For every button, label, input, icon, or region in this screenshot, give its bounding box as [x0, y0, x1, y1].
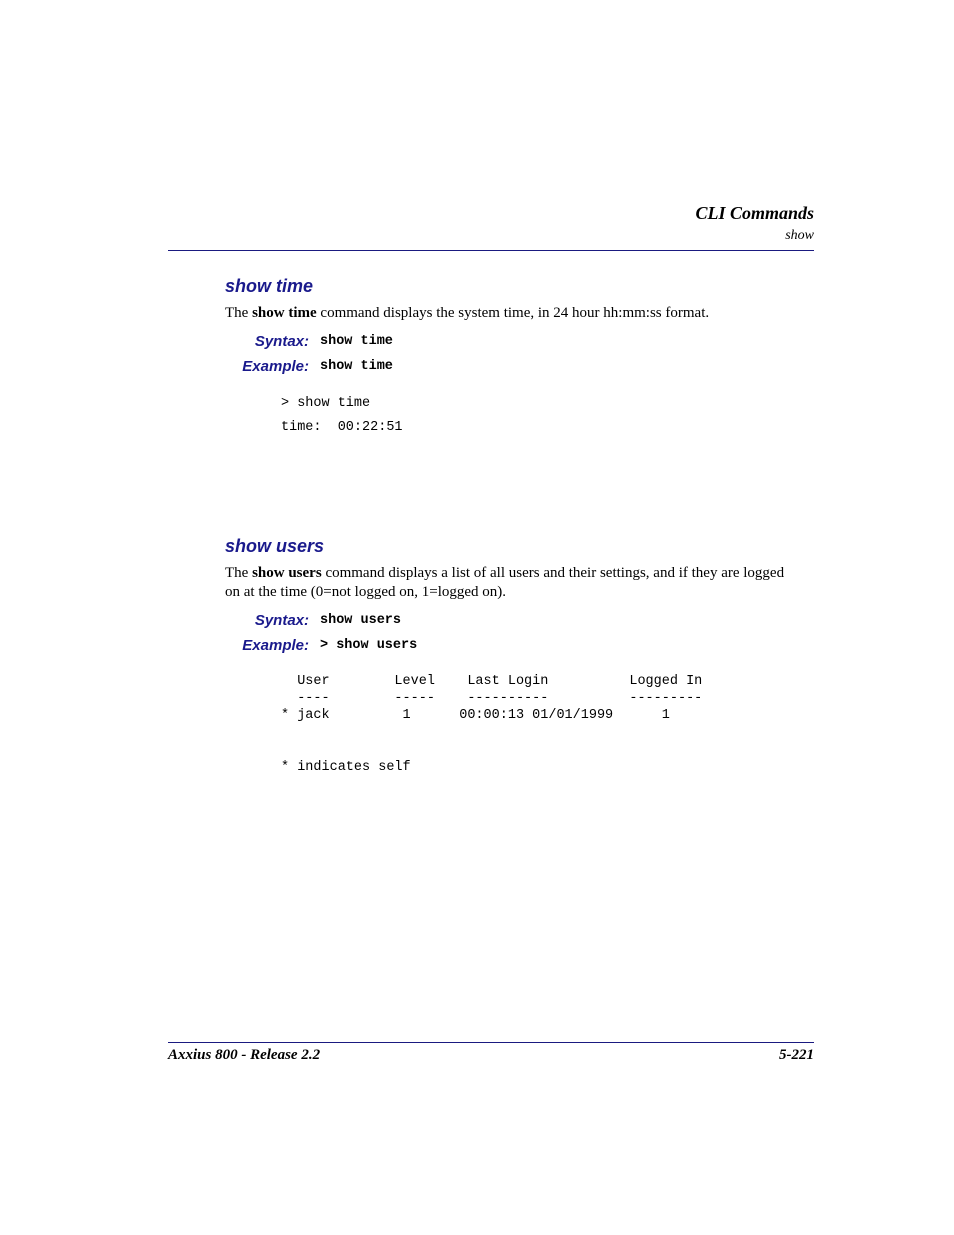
output-line: time: 00:22:51 [281, 420, 403, 435]
users-table-header: User Level Last Login Logged In [281, 674, 703, 689]
output-line: > show time [281, 396, 371, 411]
footer-rule [168, 1042, 814, 1043]
syntax-value: show time [320, 334, 393, 349]
example-value: > show users [320, 638, 418, 653]
example-value: show time [320, 359, 393, 374]
section-heading-show-time: show time [225, 276, 314, 296]
users-note: * indicates self [281, 760, 411, 775]
example-label: Example: [242, 637, 309, 654]
desc-command: show users [252, 565, 322, 581]
desc-command: show time [252, 305, 317, 321]
users-table-rule: ---- ----- ---------- --------- [281, 691, 703, 706]
show-users-description [225, 564, 815, 602]
syntax-label: Syntax: [254, 612, 309, 629]
desc-text: The [225, 305, 253, 321]
desc-text: command displays a list of all users and their settings, and if they are logged [321, 565, 785, 581]
running-header-title: CLI Commands [695, 203, 814, 223]
footer-product: Axxius 800 - Release 2.2 [168, 1047, 321, 1063]
section-heading-show-users: show users [225, 536, 325, 556]
header-rule [168, 250, 814, 251]
example-label: Example: [242, 358, 309, 375]
desc-text: The [225, 565, 253, 581]
running-header-subtitle: show [785, 228, 814, 243]
show-time-description [225, 304, 815, 323]
syntax-label: Syntax: [254, 333, 309, 350]
page-number: 5-221 [779, 1047, 814, 1063]
syntax-value: show users [320, 613, 402, 628]
desc-text: on at the time (0=not logged on, 1=logged on). [225, 584, 507, 600]
users-table-row: * jack 1 00:00:13 01/01/1999 1 [281, 708, 670, 723]
desc-text: command displays the system time, in 24 hour hh:mm:ss format. [316, 305, 710, 321]
